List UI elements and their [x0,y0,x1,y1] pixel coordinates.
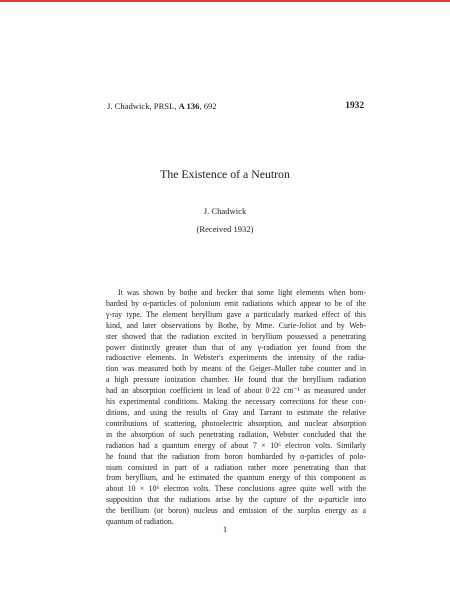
body-line: about 10 × 10⁶ electron volts. These conclusions agree quite well with the [106,484,366,494]
received-date: (Received 1932) [196,224,254,234]
body-line: the berillium (or boron) nucleus and emission of the surplus energy as a [106,506,366,516]
body-line: γ-ray type. The element beryllium gave a particularly marked effect of this [106,309,366,319]
body-line: radioactive elements. In Webster's experiments the intensity of the radia- [106,353,366,363]
paper-title: The Existence of a Neutron [160,167,290,181]
citation-volume: A 136 [178,101,200,111]
body-line: radiation had a quantum energy of about 7 × 10⁶ electron volts. Similarly [106,440,366,450]
page-number: 1 [222,524,228,534]
body-line: ditions, and using the results of Gray and Tarrant to estimate the relative [106,407,366,417]
body-line: It was shown by bothe and becker that some light elements when bom- [118,288,366,297]
body-line: a high pressure ionization chamber. He found that the beryllium radiation [106,375,366,385]
body-line: nium consisted in part of a radiation rather more penetrating than that [106,462,366,472]
citation-prefix: J. Chadwick, PRSL, [107,101,179,111]
body-line: barded by α-particles of polonium emit radiations which appear to be of the [106,298,366,308]
body-line: in the absorption of such penetrating radiation, Webster concluded that the [106,429,366,439]
citation [107,99,217,113]
header-year: 1932 [345,101,364,111]
running-header [107,99,364,113]
body-line: supposition that the radiations arise by the capture of the α-particle into [106,495,366,505]
body-line: had an absorption coefficient in lead of about 0·22 cm⁻¹ as measured under [106,386,366,396]
body-line: kind, and later observations by Bothe, by Mme. Curie-Joliot and by Web- [106,320,366,330]
body-line: from beryllium, and he estimated the quantum energy of this component as [106,473,366,483]
citation-pages: , 692 [199,101,217,111]
top-accent-rule [0,0,450,2]
body-line: ster showed that the radiation excited in beryllium possessed a penetrating [106,331,366,341]
body-paragraph [106,288,366,528]
body-line: his experimental conditions. Making the necessary corrections for these con- [106,397,366,407]
body-line: contributions of scattering, photoelectric absorption, and nuclear absorption [106,418,366,428]
body-line: he found that the radiation from boron bombarded by α-particles of polo- [106,451,366,461]
body-line: power distinctly greater than that of any γ-radiation yet found from the [106,342,366,352]
author-name: J. Chadwick [203,206,247,216]
body-line: quantum of radiation. [106,517,174,527]
body-line: tion was measured both by means of the Geiger–Muller tube counter and in [106,364,366,374]
